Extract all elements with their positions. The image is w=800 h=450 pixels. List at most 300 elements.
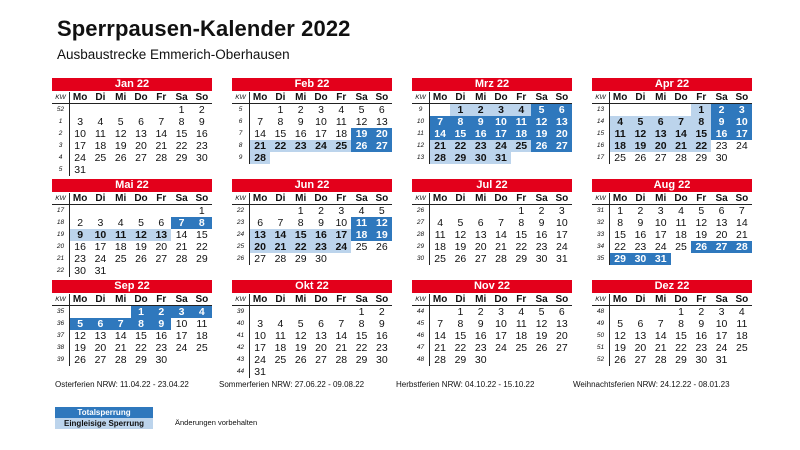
calendar-day: 23	[634, 241, 647, 253]
calendar-day: 6	[138, 116, 144, 128]
week-number: 19	[52, 229, 70, 241]
calendar-day: 30	[74, 265, 86, 277]
calendar-day: 25	[114, 253, 127, 265]
calendar-day: 30	[315, 253, 327, 265]
weekday-header: Fr	[151, 193, 171, 205]
calendar-day: 24	[311, 140, 331, 152]
calendar-day: 18	[675, 229, 687, 241]
week-number: 18	[52, 217, 70, 229]
calendar-day: 4	[738, 306, 745, 318]
weekday-header: Mo	[430, 92, 450, 104]
calendar-day: 10	[90, 229, 110, 241]
calendar-day: 24	[74, 152, 86, 164]
calendar-day: 19	[630, 140, 650, 152]
month-jul	[412, 179, 572, 265]
calendar-day	[691, 253, 711, 265]
month-jun	[232, 179, 392, 265]
month-header: Nov 22	[412, 280, 572, 293]
month-header: Mai 22	[52, 179, 212, 192]
calendar-day	[70, 104, 90, 116]
week-number: 44	[232, 366, 250, 378]
calendar-day: 14	[671, 128, 691, 140]
calendar-day: 24	[495, 342, 507, 354]
calendar-day	[111, 306, 131, 318]
calendar-day: 12	[630, 128, 650, 140]
calendar-day	[151, 104, 171, 116]
weekday-header: Di	[90, 92, 110, 104]
calendar-day: 2	[77, 217, 84, 229]
week-number: 50	[592, 330, 610, 342]
calendar-day: 22	[691, 140, 711, 152]
calendar-day: 30	[630, 253, 650, 265]
calendar-day: 27	[135, 152, 147, 164]
week-number: 29	[412, 241, 430, 253]
calendar-day: 29	[695, 152, 708, 164]
weekday-header: Sa	[171, 294, 191, 306]
calendar-day: 15	[454, 330, 467, 342]
week-number: 48	[592, 306, 610, 318]
calendar-day: 24	[331, 241, 351, 253]
calendar-day	[651, 104, 671, 116]
calendar-day: 22	[614, 241, 626, 253]
calendar-day: 14	[654, 330, 667, 342]
calendar-day: 9	[318, 217, 324, 229]
calendar-day: 15	[274, 128, 287, 140]
calendar-day: 19	[695, 229, 708, 241]
calendar-day	[430, 205, 450, 217]
calendar-day: 19	[535, 330, 548, 342]
week-number: 26	[412, 205, 430, 217]
weekday-header: Fr	[331, 294, 351, 306]
calendar-day: 20	[94, 342, 107, 354]
calendar-day: 16	[711, 128, 731, 140]
calendar-day: 9	[538, 217, 545, 229]
calendar-day: 21	[155, 140, 168, 152]
calendar-day: 3	[97, 217, 104, 229]
weekday-header: Sa	[351, 193, 371, 205]
calendar-day: 28	[175, 253, 188, 265]
calendar-day	[90, 306, 110, 318]
calendar-day: 21	[335, 342, 348, 354]
calendar-day: 3	[498, 306, 504, 318]
calendar-day	[270, 306, 290, 318]
calendar-day: 21	[114, 342, 127, 354]
calendar-day: 15	[291, 229, 311, 241]
calendar-day: 18	[94, 140, 107, 152]
calendar-day	[111, 205, 131, 217]
calendar-day: 13	[376, 116, 388, 128]
calendar-day: 25	[736, 342, 748, 354]
calendar-day: 3	[491, 104, 511, 116]
calendar-day: 27	[254, 253, 266, 265]
calendar-day	[270, 366, 290, 378]
weekday-header: Do	[671, 193, 691, 205]
month-header: Apr 22	[592, 78, 752, 91]
calendar-day: 5	[117, 116, 124, 128]
calendar-day: 20	[552, 128, 572, 140]
week-number: 23	[232, 217, 250, 229]
calendar-day: 5	[378, 205, 385, 217]
kw-header: KW	[52, 294, 70, 306]
calendar-day: 22	[175, 140, 188, 152]
calendar-day: 3	[338, 205, 345, 217]
week-number: 49	[592, 318, 610, 330]
month-table	[412, 193, 572, 265]
month-table	[592, 294, 752, 366]
calendar-day: 29	[355, 354, 368, 366]
legend-eingleisige-sperrung: Eingleisige Sperrung	[55, 418, 153, 429]
month-table	[592, 92, 752, 164]
calendar-day: 5	[457, 217, 464, 229]
calendar-day: 26	[691, 241, 711, 253]
calendar-day: 7	[430, 116, 450, 128]
calendar-day: 4	[97, 116, 104, 128]
weekday-header: Do	[491, 92, 511, 104]
calendar-day	[111, 104, 131, 116]
calendar-day: 30	[471, 152, 491, 164]
calendar-day	[732, 253, 752, 265]
calendar-day: 4	[192, 306, 212, 318]
calendar-day: 30	[155, 354, 168, 366]
calendar-day: 3	[558, 205, 565, 217]
calendar-day: 16	[376, 330, 388, 342]
week-number: 17	[52, 205, 70, 217]
weekday-header: So	[192, 193, 212, 205]
week-number: 48	[412, 354, 430, 366]
weekday-header: Do	[131, 193, 151, 205]
weekday-header: Mi	[651, 92, 671, 104]
week-number: 44	[412, 306, 430, 318]
calendar-day: 28	[335, 354, 348, 366]
calendar-day: 24	[556, 241, 568, 253]
calendar-day: 11	[434, 229, 446, 241]
calendar-day: 10	[732, 116, 752, 128]
calendar-day: 21	[736, 229, 748, 241]
weekday-header: Fr	[151, 92, 171, 104]
calendar-day: 30	[196, 152, 208, 164]
calendar-day: 29	[675, 354, 687, 366]
calendar-day: 7	[171, 217, 191, 229]
weekday-header: Mo	[250, 92, 270, 104]
calendar-day: 5	[630, 116, 650, 128]
weekday-header: Di	[450, 92, 470, 104]
calendar-day: 28	[114, 354, 127, 366]
week-number: 52	[52, 104, 70, 116]
weekday-header: Di	[90, 193, 110, 205]
calendar-day: 19	[454, 241, 467, 253]
calendar-day	[651, 306, 671, 318]
weekday-header: Do	[671, 92, 691, 104]
calendar-day: 16	[196, 128, 208, 140]
month-mar	[412, 78, 572, 164]
weekday-header: Do	[311, 92, 331, 104]
calendar-day	[732, 354, 752, 366]
calendar-day: 13	[94, 330, 107, 342]
calendar-day: 27	[634, 354, 647, 366]
week-number: 24	[232, 229, 250, 241]
calendar-day: 6	[257, 217, 264, 229]
calendar-day: 19	[294, 342, 307, 354]
calendar-day: 17	[315, 128, 327, 140]
calendar-day: 21	[495, 241, 507, 253]
calendar-day: 6	[477, 217, 484, 229]
calendar-day: 27	[474, 253, 487, 265]
calendar-day: 7	[738, 205, 745, 217]
kw-header: KW	[592, 294, 610, 306]
calendar-day: 23	[715, 140, 728, 152]
calendar-day: 7	[158, 116, 165, 128]
weekday-header: Di	[630, 92, 650, 104]
week-number: 43	[232, 354, 250, 366]
calendar-day: 13	[474, 229, 487, 241]
calendar-day: 17	[654, 229, 667, 241]
calendar-day: 24	[654, 241, 667, 253]
calendar-day: 13	[634, 330, 647, 342]
calendar-day: 5	[70, 318, 90, 330]
calendar-day: 10	[654, 217, 667, 229]
calendar-day: 25	[331, 140, 351, 152]
weekday-header: Do	[131, 294, 151, 306]
calendar-day: 13	[250, 229, 270, 241]
week-number: 39	[52, 354, 70, 366]
calendar-day: 15	[691, 128, 711, 140]
kw-header: KW	[412, 193, 430, 205]
weekday-header: Mo	[430, 193, 450, 205]
calendar-day: 19	[531, 128, 551, 140]
holiday-summer: Sommerferien NRW: 27.06.22 - 09.08.22	[219, 380, 365, 389]
calendar-day: 20	[715, 229, 728, 241]
weekday-header: Mo	[70, 92, 90, 104]
calendar-day	[711, 253, 731, 265]
calendar-day: 2	[471, 104, 491, 116]
weekday-header: So	[192, 294, 212, 306]
calendar-day: 9	[378, 318, 385, 330]
weekday-header: Mi	[111, 193, 131, 205]
calendar-day: 2	[698, 306, 705, 318]
calendar-day: 22	[196, 241, 208, 253]
calendar-day	[131, 265, 151, 277]
calendar-day: 16	[155, 330, 168, 342]
calendar-day: 30	[695, 354, 708, 366]
week-number: 20	[52, 241, 70, 253]
calendar-day: 14	[736, 217, 748, 229]
calendar-day	[610, 104, 630, 116]
weekday-header: Sa	[531, 294, 551, 306]
month-header: Jan 22	[52, 78, 212, 91]
calendar-day: 5	[138, 217, 144, 229]
calendar-day	[131, 164, 151, 176]
calendar-day	[351, 152, 371, 164]
week-number: 35	[592, 253, 610, 265]
calendar-day	[552, 152, 572, 164]
calendar-day: 19	[614, 342, 626, 354]
calendar-day: 24	[254, 354, 266, 366]
calendar-day: 8	[691, 116, 711, 128]
weekday-header: Mo	[610, 193, 630, 205]
kw-header: KW	[232, 294, 250, 306]
calendar-day: 29	[454, 354, 467, 366]
weekday-header: Sa	[531, 193, 551, 205]
calendar-day: 12	[454, 229, 467, 241]
calendar-day: 2	[297, 104, 304, 116]
calendar-day: 29	[196, 253, 208, 265]
weekday-header: Fr	[151, 294, 171, 306]
calendar-day: 19	[351, 128, 371, 140]
calendar-day: 10	[175, 318, 188, 330]
week-number: 40	[232, 318, 250, 330]
calendar-day: 25	[434, 253, 446, 265]
calendar-day: 20	[135, 140, 147, 152]
week-number: 1	[52, 116, 70, 128]
calendar-day	[171, 205, 191, 217]
calendar-day: 8	[277, 116, 284, 128]
calendar-day	[351, 366, 371, 378]
week-number: 28	[412, 229, 430, 241]
calendar-day: 31	[491, 152, 511, 164]
month-oct	[232, 280, 392, 378]
calendar-day: 1	[617, 205, 624, 217]
calendar-day: 8	[457, 318, 464, 330]
calendar-day: 16	[695, 330, 708, 342]
calendar-day: 8	[617, 217, 624, 229]
calendar-day: 16	[634, 229, 647, 241]
calendar-day	[151, 265, 171, 277]
week-number: 4	[52, 152, 70, 164]
calendar-day	[491, 205, 511, 217]
weekday-header: Sa	[711, 92, 731, 104]
calendar-day: 16	[471, 128, 491, 140]
calendar-day: 26	[531, 140, 551, 152]
calendar-day: 20	[634, 342, 647, 354]
week-number: 35	[52, 306, 70, 318]
calendar-day: 13	[556, 318, 568, 330]
weekday-header: Mo	[610, 294, 630, 306]
calendar-day	[351, 253, 371, 265]
week-number: 22	[52, 265, 70, 277]
calendar-day: 12	[531, 116, 551, 128]
calendar-day: 1	[131, 306, 151, 318]
calendar-day: 25	[274, 354, 287, 366]
calendar-day: 7	[338, 318, 345, 330]
calendar-day: 3	[257, 318, 264, 330]
calendar-day: 20	[372, 128, 392, 140]
calendar-day: 31	[715, 354, 728, 366]
week-number: 38	[52, 342, 70, 354]
calendar-day: 19	[135, 241, 147, 253]
week-number: 14	[592, 116, 610, 128]
calendar-day: 25	[196, 342, 208, 354]
calendar-day: 16	[535, 229, 548, 241]
week-number: 16	[592, 140, 610, 152]
calendar-day: 15	[675, 330, 687, 342]
calendar-day: 15	[450, 128, 470, 140]
month-header: Okt 22	[232, 280, 392, 293]
week-number: 2	[52, 128, 70, 140]
week-number: 27	[412, 217, 430, 229]
weekday-header: Fr	[511, 294, 531, 306]
calendar-day: 23	[474, 342, 487, 354]
calendar-day: 22	[270, 140, 290, 152]
weekday-header: Do	[131, 92, 151, 104]
calendar-day	[311, 152, 331, 164]
kw-header: KW	[592, 92, 610, 104]
calendar-day	[90, 205, 110, 217]
calendar-day: 6	[318, 318, 324, 330]
week-number: 34	[592, 241, 610, 253]
calendar-day	[671, 104, 691, 116]
calendar-day: 24	[94, 253, 107, 265]
weekday-header: Mo	[250, 193, 270, 205]
calendar-day: 29	[135, 354, 147, 366]
weekday-header: Do	[311, 294, 331, 306]
calendar-day	[552, 354, 572, 366]
calendar-day: 27	[556, 342, 568, 354]
weekday-header: Di	[450, 193, 470, 205]
weekday-header: Mi	[291, 193, 311, 205]
calendar-day: 4	[277, 318, 284, 330]
calendar-day: 22	[355, 342, 368, 354]
week-number: 8	[232, 140, 250, 152]
calendar-day: 21	[671, 140, 691, 152]
calendar-day: 22	[454, 342, 467, 354]
calendar-day: 1	[178, 104, 185, 116]
calendar-day: 19	[74, 342, 86, 354]
calendar-day: 5	[617, 318, 624, 330]
calendar-day: 4	[678, 205, 684, 217]
calendar-day: 8	[131, 318, 151, 330]
calendar-day: 26	[351, 140, 371, 152]
weekday-header: So	[372, 193, 392, 205]
calendar-day	[311, 366, 331, 378]
calendar-day: 23	[695, 342, 708, 354]
week-number: 32	[592, 217, 610, 229]
weekday-header: Mo	[70, 294, 90, 306]
weekday-header: Sa	[171, 193, 191, 205]
week-number: 7	[232, 128, 250, 140]
calendar-day	[131, 205, 151, 217]
calendar-day: 26	[135, 253, 147, 265]
calendar-day: 11	[274, 330, 286, 342]
calendar-day	[610, 306, 630, 318]
calendar-day: 18	[434, 241, 446, 253]
calendar-day: 12	[695, 217, 708, 229]
week-number: 39	[232, 306, 250, 318]
weekday-header: So	[552, 193, 572, 205]
month-header: Jun 22	[232, 179, 392, 192]
calendar-day: 3	[171, 306, 191, 318]
calendar-day: 26	[114, 152, 127, 164]
weekday-header: Mi	[111, 92, 131, 104]
calendar-day	[531, 354, 551, 366]
calendar-day: 28	[430, 152, 450, 164]
calendar-day: 6	[558, 306, 565, 318]
calendar-day: 26	[74, 354, 86, 366]
calendar-day: 9	[637, 217, 644, 229]
calendar-day: 8	[192, 217, 212, 229]
calendar-day: 27	[711, 241, 731, 253]
calendar-day: 13	[651, 128, 671, 140]
calendar-day	[250, 205, 270, 217]
holiday-autumn: Herbstferien NRW: 04.10.22 - 15.10.22	[396, 380, 535, 389]
weekday-header: Mi	[111, 294, 131, 306]
week-number: 15	[592, 128, 610, 140]
calendar-day: 21	[270, 241, 290, 253]
month-may	[52, 179, 212, 277]
calendar-day	[630, 306, 650, 318]
calendar-day: 11	[736, 318, 748, 330]
calendar-day: 27	[654, 152, 667, 164]
calendar-day: 10	[495, 318, 507, 330]
